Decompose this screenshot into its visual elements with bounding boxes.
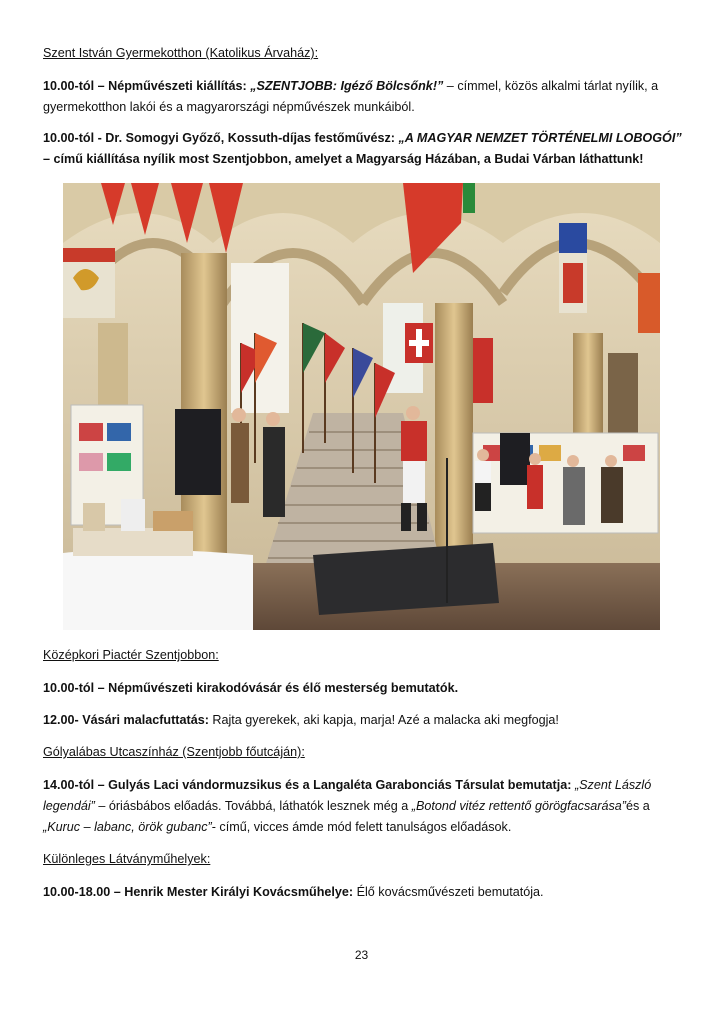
event-lead: 12.00- Vásári malacfuttatás:: [43, 713, 209, 727]
event-text: 10.00-tól – Népművészeti kirakodóvásár és élő mesterség bemutatók.: [43, 681, 459, 695]
event-text-3: - című, vicces ámde mód felett tanulságos előadások.: [211, 820, 512, 834]
event-description: – című kiállítása nyílik most Szentjobbon, amelyet a Magyarság Házában, a Budai Várban láthattunk!: [43, 152, 644, 166]
section-heading-piacter: Középkori Piactér Szentjobbon:: [43, 648, 219, 662]
event-text-1: – óriásbábos előadás. Továbbá, láthatók lesznek még a: [94, 799, 412, 813]
event-lead: 10.00-tól - Dr. Somogyi Győző, Kossuth-díjas festőművész:: [43, 131, 395, 145]
page-number: 23: [354, 948, 369, 962]
paragraph-lobogok: [43, 128, 683, 170]
event-text-2: és a: [625, 799, 650, 813]
event-title: „A MAGYAR NEMZET TÖRTÉNELMI LOBOGÓI”: [398, 131, 682, 145]
paragraph-vandormuzsikus: [43, 775, 683, 838]
event-title: „SZENTJOBB: Igéző Bölcsőnk!”: [250, 79, 444, 93]
paragraph-kiallitas: [43, 76, 683, 118]
paragraph-kirakodovasar: [43, 678, 683, 699]
paragraph-kovacsmuhely: [43, 882, 683, 903]
section-heading-latvanymuhelyek: Különleges Látványműhelyek:: [43, 852, 211, 866]
event-title-1: „Szent László legendái”: [43, 778, 652, 813]
paragraph-malacfuttatas: [43, 710, 683, 731]
event-time: 10.00-tól – Népművészeti kiállítás:: [43, 79, 247, 93]
event-description: Rajta gyerekek, aki kapja, marja! Azé a malacka aki megfogja!: [208, 713, 559, 727]
event-description: – címmel, közös alkalmi tárlat nyílik, a gyermekotthon lakói és a magyarországi népművészek munkáiból.: [43, 79, 659, 114]
section-heading-gyermekotthon: Szent István Gyermekotthon (Katolikus Árvaház):: [43, 46, 319, 60]
event-lead: 14.00-tól – Gulyás Laci vándormuzsikus és a Langaléta Garabonciás Társulat bemutatja:: [43, 778, 572, 792]
event-title-3: „Kuruc – labanc, örök gubanc”: [43, 820, 212, 834]
exhibition-hall-photo: [63, 183, 660, 630]
section-heading-utcaszinhaz: Gólyalábas Utcaszínház (Szentjobb főutcáján):: [43, 745, 305, 759]
event-description: Élő kovácsművészeti bemutatója.: [353, 885, 544, 899]
event-lead: 10.00-18.00 – Henrik Mester Királyi Kovácsműhelye:: [43, 885, 354, 899]
event-title-2: „Botond vitéz rettentő görögfacsarása”: [411, 799, 626, 813]
